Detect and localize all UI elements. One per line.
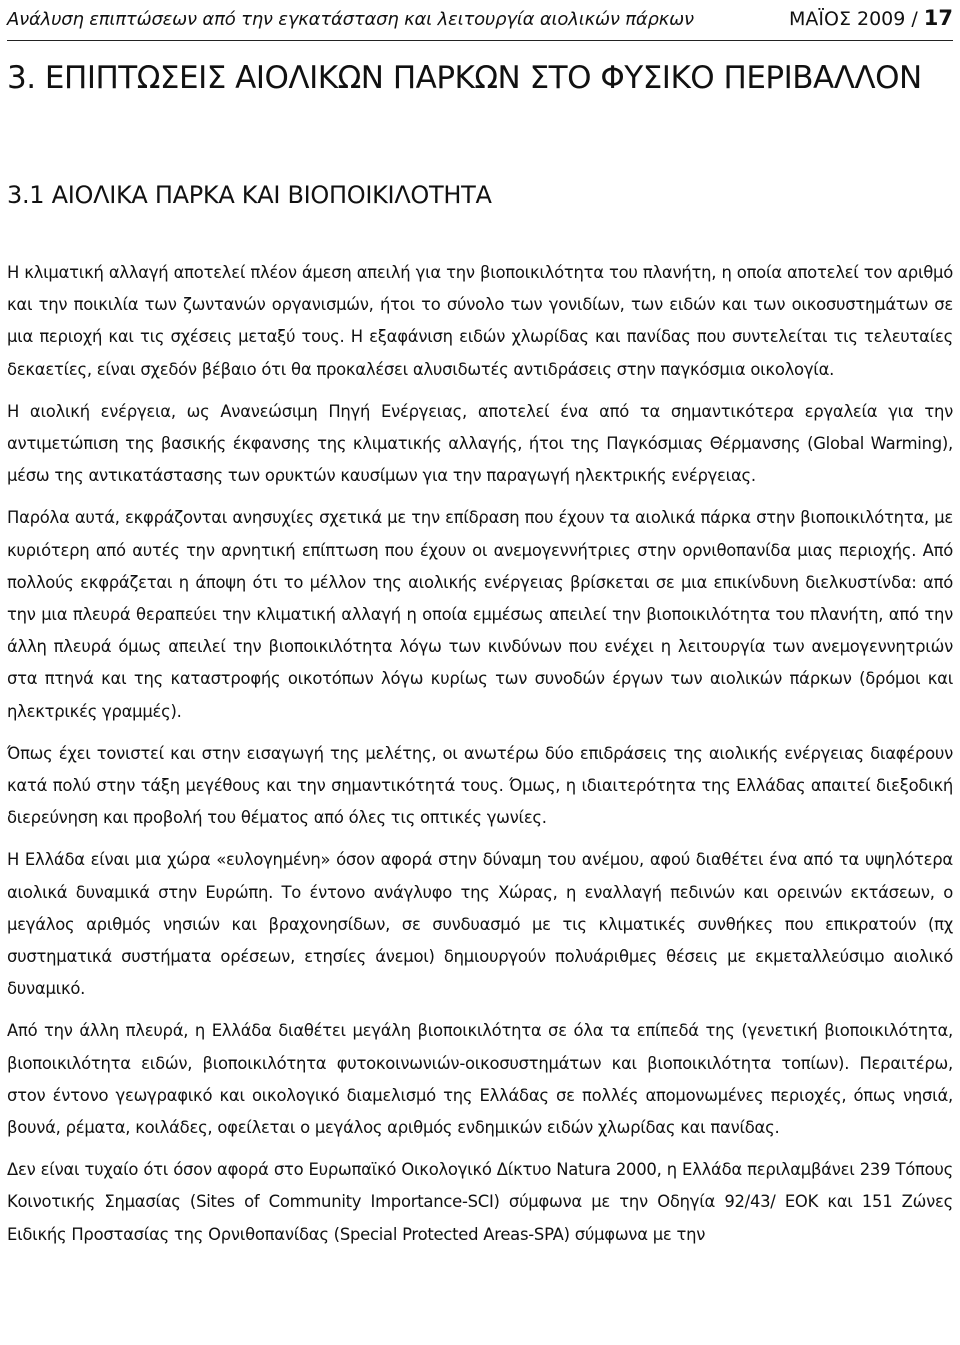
- paragraph-4: Όπως έχει τονιστεί και στην εισαγωγή της μελέτης, οι ανωτέρω δύο επιδράσεις της αιολικής ενέργειας διαφέρουν κατά πολύ στην τάξη μεγέθους και την σημαντικότητά τους. Όμως, η ιδιαιτερότητα της Ελλάδας απαιτεί διεξοδική διερεύνηση και προβολή του θέματος από όλες τις οπτικές γωνίες.: [7, 743, 953, 828]
- issue-and-page: [789, 6, 953, 30]
- paragraph-5: Η Ελλάδα είναι μια χώρα «ευλογημένη» όσον αφορά στην δύναμη του ανέμου, αφού διαθέτει ένα από τα υψηλότερα αιολικά δυναμικά στην Ευρώπη. Το έντονο ανάγλυφο της Χώρας, η εναλλαγή πεδινών και ορεινών εκτάσεων, ο μεγάλος αριθμός νησιών και βραχονησίδων, σε συνδυασμό με τις κλιματικές συνθήκες που επικρατούν (πχ συστηματικά συστήματα ορέσεων, ετησίες άνεμοι) δημιουργούν πολυάριθμες θέσεις με εκμεταλλεύσιμο αιολικό δυναμικό.: [7, 850, 953, 999]
- section-title: 3.1 ΑΙΟΛΙΚΑ ΠΑΡΚΑ ΚΑΙ ΒΙΟΠΟΙΚΙΛΟΤΗΤΑ: [7, 181, 492, 209]
- paragraph-1: Η κλιματική αλλαγή αποτελεί πλέον άμεση απειλή για την βιοποικιλότητα του πλανήτη, η οποία αποτελεί τον αριθμό και την ποικιλία των ζωντανών οργανισμών, ήτοι το σύνολο των γονιδίων, των ειδών και των οικοσυστημάτων σε μια περιοχή και τις σχέσεις μεταξύ τους. Η εξαφάνιση ειδών χλωρίδας και πανίδας που συντελείται τις τελευταίες δεκαετίες, είναι σχεδόν βέβαιο ότι θα προκαλέσει αλυσιδωτές αντιδράσεις στην παγκόσμια οικολογία.: [7, 263, 953, 379]
- page-number: 17: [923, 6, 953, 30]
- paragraph-6: Από την άλλη πλευρά, η Ελλάδα διαθέτει μεγάλη βιοποικιλότητα σε όλα τα επίπεδά της (γενετική βιοποικιλότητα, βιοποικιλότητα ειδών, βιοποικιλότητα φυτοκοινωνιών-οικοσυστημάτων και βιοποικιλότητα τοπίων). Περαιτέρω, στον έντονο γεωγραφικό και οικολογικό διαμελισμό της Ελλάδας σε πολλές απομονωμένες περιοχές, όπως νησιά, βουνά, ρέματα, κοιλάδες, οφείλεται ο μεγάλος αριθμός ενδημικών ειδών χλωρίδας και πανίδας.: [7, 1021, 953, 1138]
- chapter-title: 3. ΕΠΙΠΤΩΣΕΙΣ ΑΙΟΛΙΚΩΝ ΠΑΡΚΩΝ ΣΤΟ ΦΥΣΙΚΟ ΠΕΡΙΒΑΛΛΟΝ: [7, 60, 922, 96]
- paragraph-2: Η αιολική ενέργεια, ως Ανανεώσιμη Πηγή Ενέργειας, αποτελεί ένα από τα σημαντικότερα εργαλεία για την αντιμετώπιση της βασικής έκφανσης της κλιματικής αλλαγής, ήτοι της Παγκόσμιας Θέρμανσης (Global Warming), μέσω της αντικατάστασης των ορυκτών καυσίμων για την παραγωγή ηλεκτρικής ενέργειας.: [7, 401, 953, 486]
- header-separator: /: [911, 8, 918, 30]
- issue-date: ΜΑΪΟΣ 2009: [789, 8, 906, 30]
- paragraph-7: Δεν είναι τυχαίο ότι όσον αφορά στο Ευρωπαϊκό Οικολογικό Δίκτυο Natura 2000, η Ελλάδα περιλαμβάνει 239 Τόπους Κοινοτικής Σημασίας (Sites of Community Importance-SCI) σύμφωνα με την Οδηγία 92/43/ ΕΟΚ και 151 Ζώνες Ειδικής Προστασίας της Ορνιθοπανίδας (Special Protected Areas-SPA) σύμφωνα με την: [7, 1160, 953, 1244]
- paragraph-3: Παρόλα αυτά, εκφράζονται ανησυχίες σχετικά με την επίδραση που έχουν τα αιολικά πάρκα στην βιοποικιλότητα, με κυριότερη από αυτές την αρνητική επίπτωση που έχουν οι ανεμογεννήτριες στην ορνιθοπανίδα μιας περιοχής. Από πολλούς εκφράζεται η άποψη ότι το μέλλον της αιολικής ενέργειας βρίσκεται σε μια επικίνδυνη διελκυστίνδα: από την μια πλευρά θεραπεύει την κλιματική αλλαγή η οποία εμμέσως απειλεί την βιοποικιλότητα του πλανήτη, από την άλλη πλευρά όμως απειλεί την βιοποικιλότητα λόγω των κινδύνων που ενέχει η λειτουργία των ανεμογεννητριών στα πτηνά και της καταστροφής οικοτόπων λόγω κυρίως των συνοδών έργων των αιολικών πάρκων (δρόμοι και ηλεκτρικές γραμμές).: [7, 508, 953, 721]
- body-text: [7, 257, 953, 1261]
- running-header-title: Ανάλυση επιπτώσεων από την εγκατάσταση και λειτουργία αιολικών πάρκων: [7, 9, 694, 30]
- running-header: [7, 6, 953, 41]
